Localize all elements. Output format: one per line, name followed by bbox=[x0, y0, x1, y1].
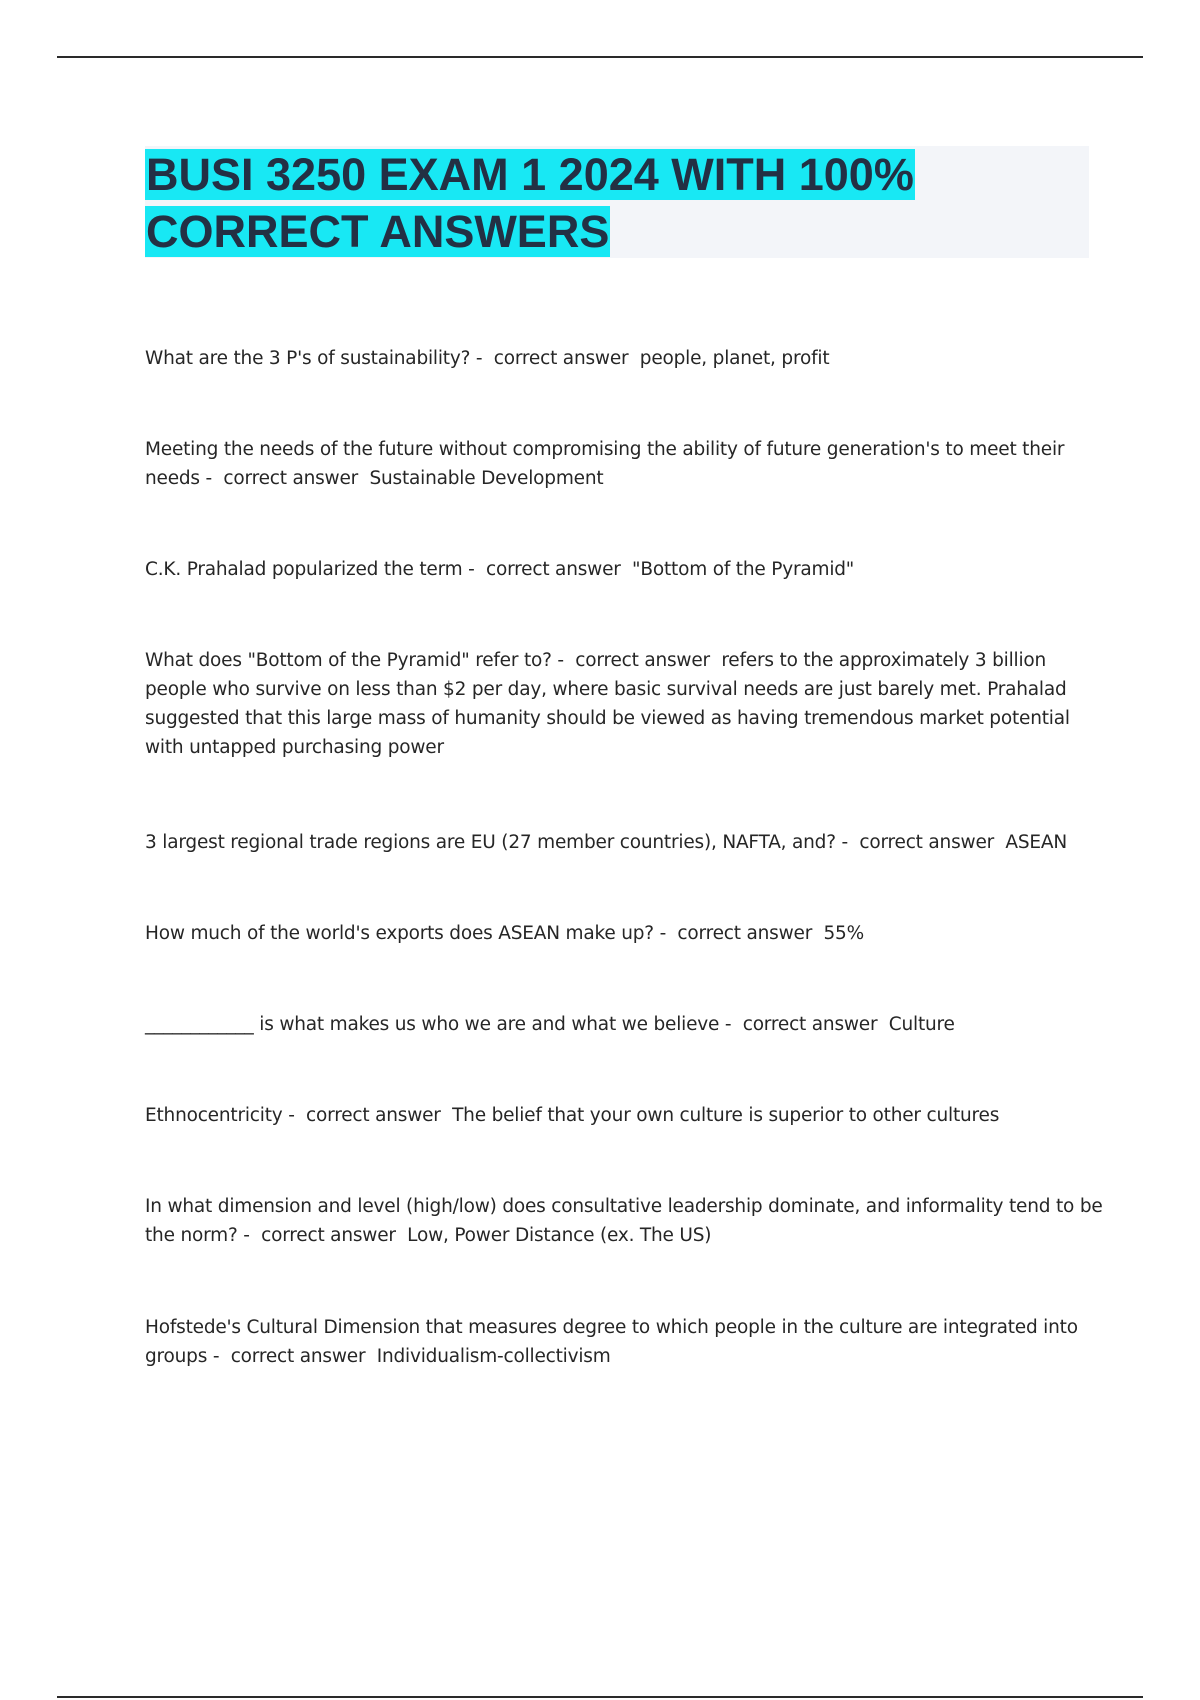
qa-item bbox=[145, 344, 1105, 373]
question-text: Meeting the needs of the future without compromising the ability of future generation's to meet their needs bbox=[145, 439, 1065, 489]
qa-item bbox=[145, 646, 1105, 762]
question-text: Hofstede's Cultural Dimension that measures degree to which people in the culture are integrated into groups bbox=[145, 1317, 1078, 1367]
answer-separator: - correct answer bbox=[551, 650, 722, 671]
answer-text: "Bottom of the Pyramid" bbox=[632, 559, 855, 580]
answer-text: 55% bbox=[823, 923, 864, 944]
answer-separator: - correct answer bbox=[237, 1225, 408, 1246]
answer-text: The belief that your own culture is superior to other cultures bbox=[452, 1105, 1000, 1126]
answer-text: ASEAN bbox=[1005, 832, 1067, 853]
question-text: In what dimension and level (high/low) does consultative leadership dominate, and informality tend to be the norm? bbox=[145, 1196, 1103, 1246]
qa-item bbox=[145, 1313, 1105, 1371]
answer-separator: - correct answer bbox=[653, 923, 824, 944]
top-rule bbox=[57, 56, 1143, 58]
qa-item bbox=[145, 1010, 1105, 1039]
question-text: C.K. Prahalad popularized the term bbox=[145, 559, 463, 580]
answer-text: people, planet, profit bbox=[639, 348, 830, 369]
bottom-rule bbox=[57, 1696, 1143, 1698]
title-block bbox=[145, 146, 1089, 258]
answer-separator: - correct answer bbox=[199, 468, 370, 489]
qa-item bbox=[145, 555, 1105, 584]
qa-item bbox=[145, 1192, 1105, 1250]
title-line-1: BUSI 3250 EXAM 1 2024 WITH 100% bbox=[146, 149, 914, 200]
answer-separator: - correct answer bbox=[470, 348, 640, 369]
qa-item bbox=[145, 919, 1105, 948]
answer-separator: - correct answer bbox=[719, 1014, 889, 1035]
document-title bbox=[145, 146, 1089, 260]
qa-item bbox=[145, 435, 1105, 493]
title-line-2: CORRECT ANSWERS bbox=[146, 206, 610, 257]
answer-text: Low, Power Distance (ex. The US) bbox=[407, 1225, 712, 1246]
answer-text: Individualism-collectivism bbox=[376, 1346, 611, 1367]
question-text: Ethnocentricity bbox=[145, 1105, 283, 1126]
qa-item bbox=[145, 1101, 1105, 1130]
answer-separator: - correct answer bbox=[835, 832, 1006, 853]
question-text: How much of the world's exports does ASEAN make up? bbox=[145, 923, 654, 944]
answer-separator: - correct answer bbox=[207, 1346, 377, 1367]
question-text: What are the 3 P's of sustainability? bbox=[145, 348, 471, 369]
question-text: 3 largest regional trade regions are EU (27 member countries), NAFTA, and? bbox=[145, 832, 836, 853]
answer-separator: - correct answer bbox=[462, 559, 633, 580]
answer-text: refers to the approximately 3 billion people who survive on less than $2 per day, where basic survival needs are just barely met. Prahalad suggested that this large mass of humanity should be viewed as having tremendous market potential with untapped purchasing power bbox=[145, 650, 1070, 758]
answer-text: Sustainable Development bbox=[369, 468, 604, 489]
qa-item bbox=[145, 828, 1105, 857]
question-text: ____________ is what makes us who we are and what we believe bbox=[145, 1014, 720, 1035]
question-text: What does "Bottom of the Pyramid" refer to? bbox=[145, 650, 552, 671]
answer-separator: - correct answer bbox=[282, 1105, 453, 1126]
answer-text: Culture bbox=[888, 1014, 955, 1035]
